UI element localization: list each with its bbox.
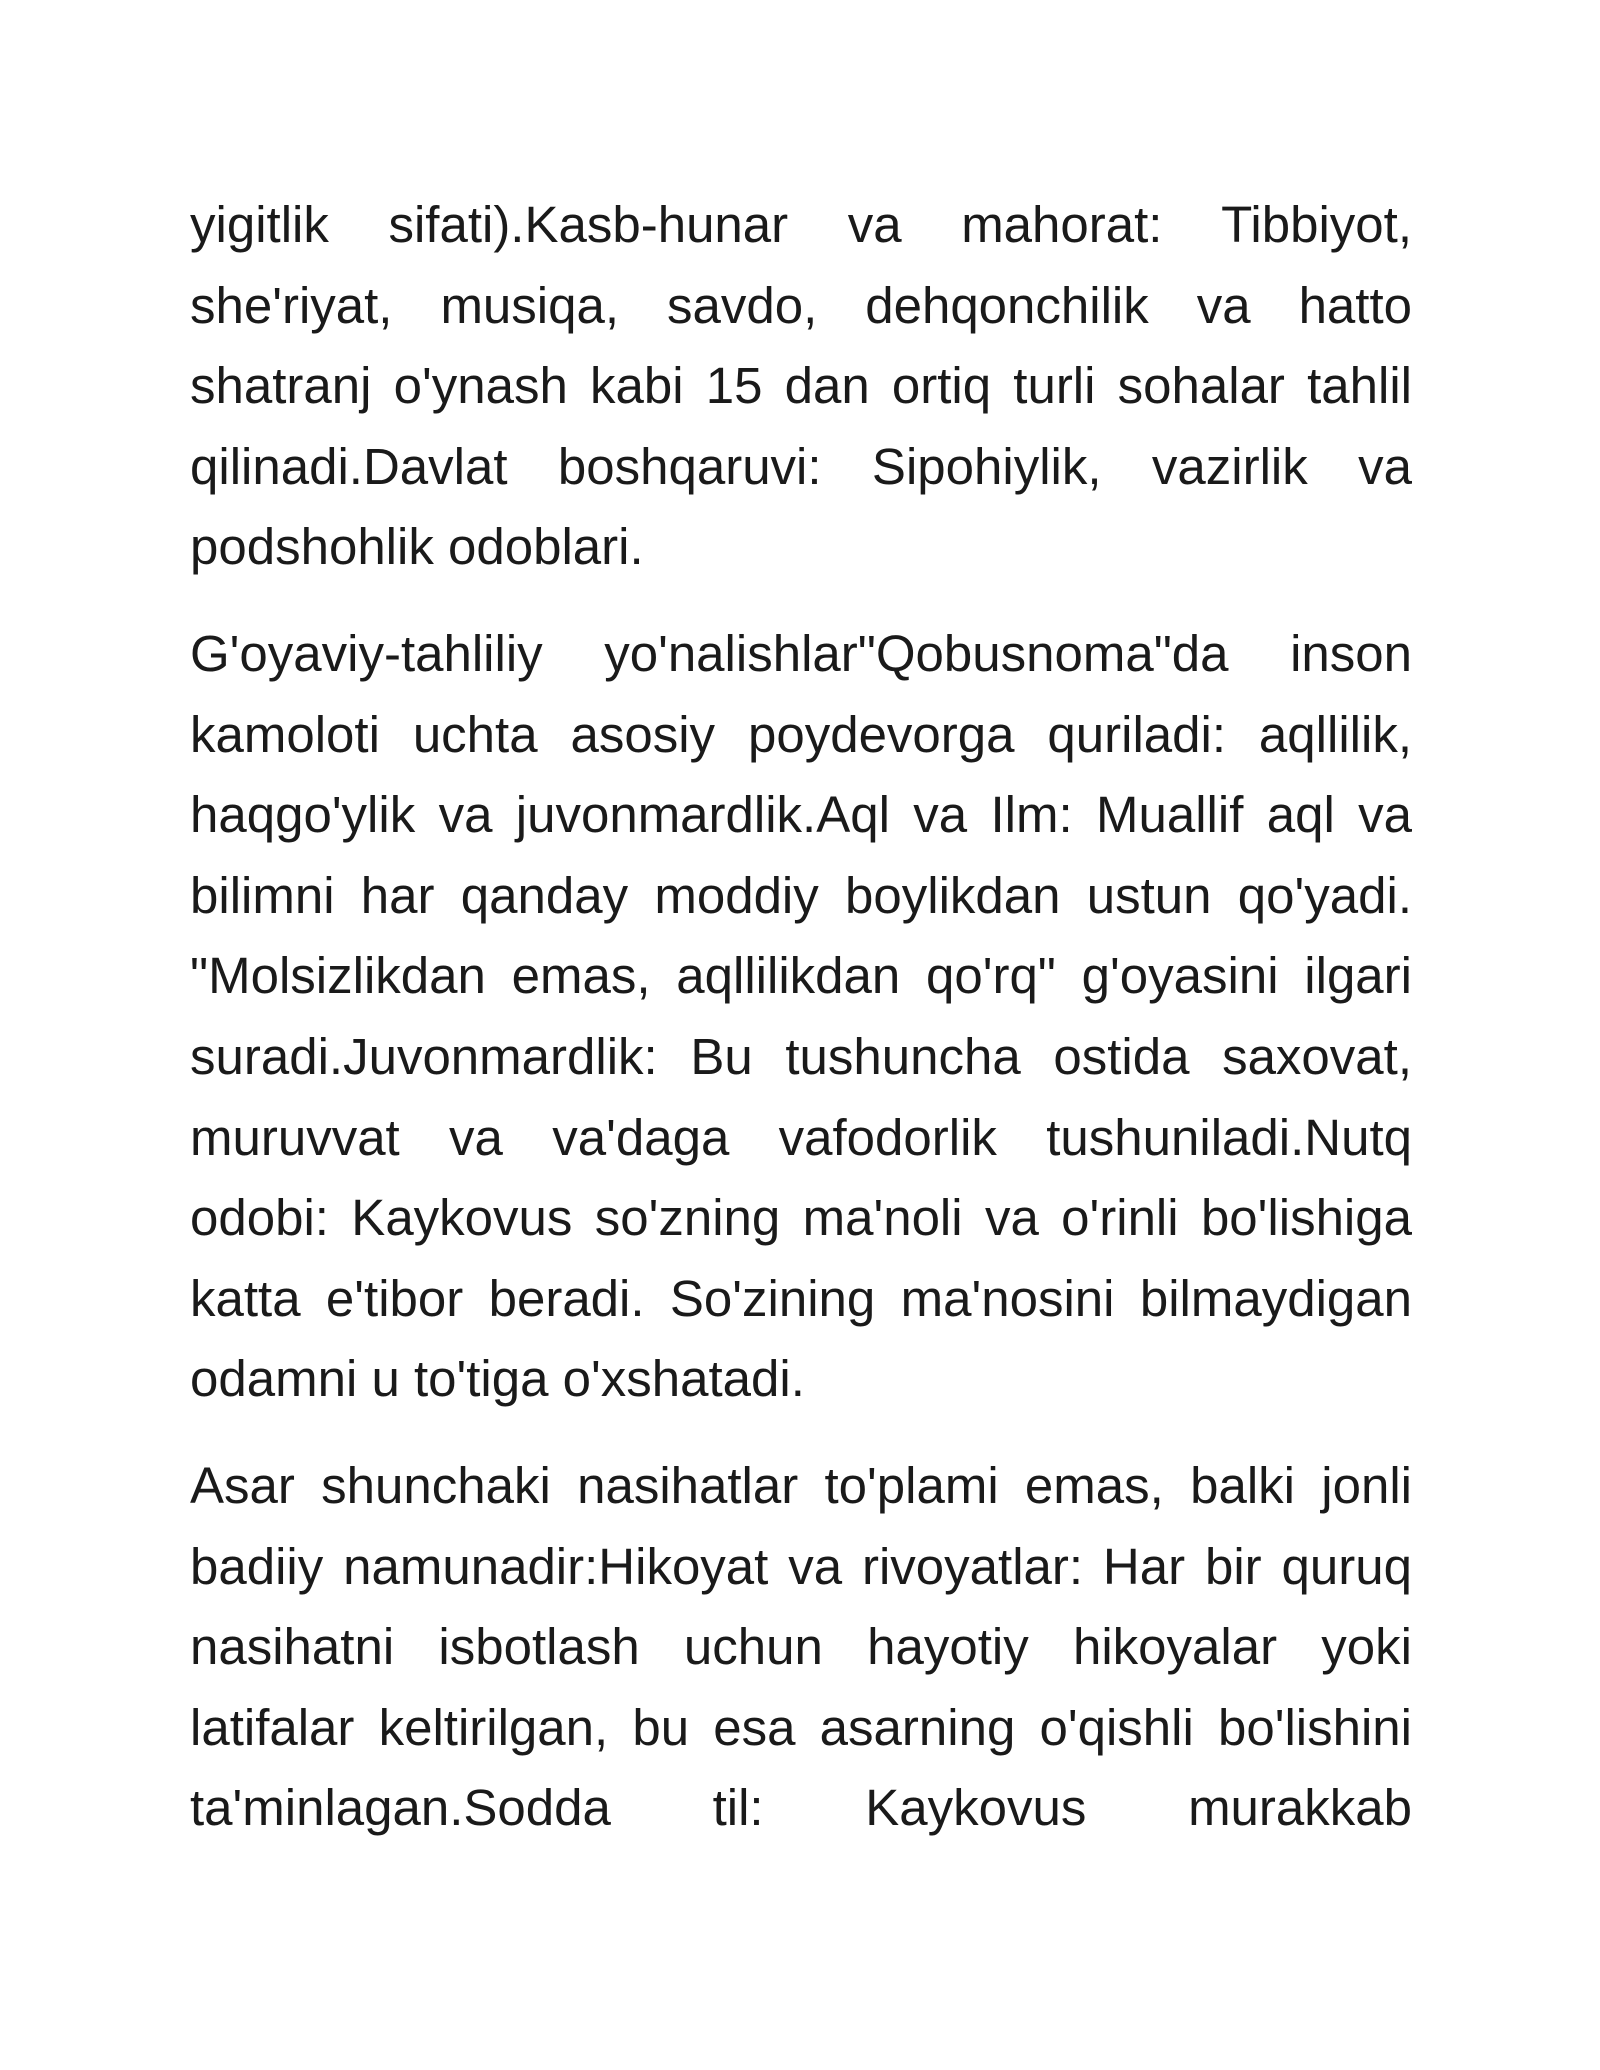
paragraph-2: G'oyaviy-tahliliy yo'nalishlar"Qobusnoma"da inson kamoloti uchta asosiy poydevorga quriladi: aqllilik, haqgo'ylik va juvonmardlik.Aql va Ilm: Muallif aql va bilimni har qanday moddiy boylikdan ustun qo'yadi. "Molsizlikdan emas, aqllilikdan qo'rq" g'oyasini ilgari suradi.Juvonmardlik: Bu tushuncha ostida saxovat, muruvvat va va'daga vafodorlik tushuniladi.Nutq odobi: Kaykovus so'zning ma'noli va o'rinli bo'lishiga katta e'tibor beradi. So'zining ma'nosini bilmaydigan odamni u to'tiga o'xshatadi.: [190, 624, 1412, 1408]
paragraph-3: Asar shunchaki nasihatlar to'plami emas, balki jonli badiiy namunadir:Hikoyat va rivoyatlar: Har bir quruq nasihatni isbotlash uchun hayotiy hikoyalar yoki latifalar keltirilgan, bu esa asarning o'qishli bo'lishini ta'minlagan.Sodda til: Kaykovus murakkab: [190, 1456, 1412, 1837]
document-body: [190, 185, 1412, 1875]
paragraph-1: yigitlik sifati).Kasb-hunar va mahorat: Tibbiyot, she'riyat, musiqa, savdo, dehqonchilik va hatto shatranj o'ynash kabi 15 dan ortiq turli sohalar tahlil qilinadi.Davlat boshqaruvi: Sipohiylik, vazirlik va podshohlik odoblari.: [190, 196, 1412, 576]
